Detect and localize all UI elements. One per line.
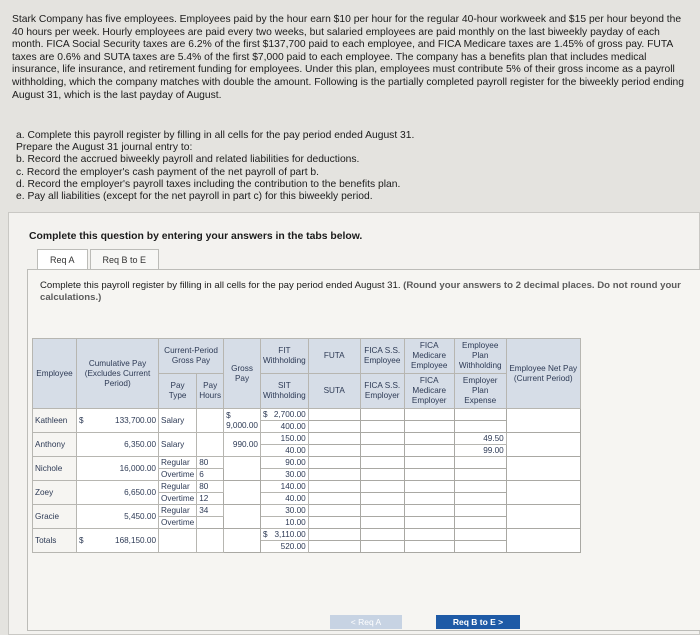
fit-kathleen — [260, 409, 308, 421]
pay-type-nichole-overtime: Overtime — [159, 469, 197, 481]
pay-hours-anthony — [197, 433, 224, 457]
gross-pay-anthony: 990.00 — [224, 433, 261, 457]
pay-hours-kathleen — [197, 409, 224, 433]
plan-expense-nichole-input[interactable] — [454, 469, 506, 481]
gross-pay-zoey-input[interactable] — [224, 481, 261, 505]
header-employee: Employee — [33, 339, 77, 409]
tab-req-b-to-e[interactable]: Req B to E — [90, 249, 160, 270]
tab-bar — [37, 249, 161, 269]
futa-nichole-input[interactable] — [308, 457, 360, 469]
header-current-gross-group: Current-Period Gross Pay — [159, 339, 224, 374]
fit-anthony: 150.00 — [260, 433, 308, 445]
dollar-sign: $ — [226, 410, 231, 420]
fica-medicare-employer-gracie-input[interactable] — [404, 517, 454, 529]
requirement-prepare: Prepare the August 31 journal entry to: — [16, 142, 193, 154]
cumulative-zoey: 6,650.00 — [77, 481, 159, 505]
problem-text: Stark Company has five employees. Employees paid by the hour earn $10 per hour for the regular 40-hour workweek and $15 per hour beyond the 40 hours per week. Hourly employees are paid every two weeks, but salaried employees are paid monthly on the last biweekly payday of each month. FICA Social Security taxes are 6.2% of the first $137,700 paid to each employee, and FICA Medicare taxes are 1.45% of gross pay. FUTA taxes are 0.6% and SUTA taxes are 5.4% of the first $7,000 paid to each employee. The company has a benefits plan that includes medical insurance, life insurance, and retirement funding for employees. Under this plan, employees must contribute 5% of their gross income as a payroll withholding, which the company matches with double the amount. Following is the partially completed payroll register for the biweekly period ending August 31, which is the last payday of August. — [12, 14, 684, 101]
fit-kathleen-value: 2,700.00 — [273, 409, 306, 419]
tabs-instruction: Complete this question by entering your answers in the tabs below. — [29, 231, 363, 242]
gross-pay-totals-input[interactable] — [224, 529, 261, 553]
fica-medicare-employer-totals-input[interactable] — [404, 541, 454, 553]
futa-gracie-input[interactable] — [308, 505, 360, 517]
requirement-a: a. Complete this payroll register by filling in all cells for the pay period ended August 31. — [16, 130, 415, 141]
pay-hours-gracie-overtime-input[interactable] — [197, 517, 224, 529]
dollar-sign: $ — [79, 535, 84, 545]
net-pay-nichole-input[interactable] — [506, 457, 580, 481]
pay-hours-nichole-regular: 80 — [197, 457, 224, 469]
dollar-sign: $ — [262, 529, 268, 539]
panel-instruction — [40, 280, 700, 303]
header-pay-hours: Pay Hours — [197, 374, 224, 409]
fica-medicare-employer-nichole-input[interactable] — [404, 469, 454, 481]
employee-name-totals: Totals — [33, 529, 77, 553]
plan-expense-gracie-input[interactable] — [454, 517, 506, 529]
header-futa: FUTA — [308, 339, 360, 374]
plan-expense-totals-input[interactable] — [454, 541, 506, 553]
plan-withholding-nichole-input[interactable] — [454, 457, 506, 469]
suta-kathleen-input[interactable] — [308, 421, 360, 433]
cumulative-nichole: 16,000.00 — [77, 457, 159, 481]
suta-nichole-input[interactable] — [308, 469, 360, 481]
cumulative-kathleen-value: 133,700.00 — [115, 415, 156, 425]
header-sit: SIT Withholding — [260, 374, 308, 409]
fit-nichole: 90.00 — [260, 457, 308, 469]
header-pay-type: Pay Type — [159, 374, 197, 409]
futa-kathleen-input[interactable] — [308, 409, 360, 421]
tab-req-a[interactable]: Req A — [37, 249, 88, 270]
plan-expense-zoey-input[interactable] — [454, 493, 506, 505]
fica-ss-employer-anthony-input[interactable] — [360, 445, 404, 457]
pay-type-nichole-regular: Regular — [159, 457, 197, 469]
fica-ss-employee-kathleen-input[interactable] — [360, 409, 404, 421]
gross-pay-nichole-input[interactable] — [224, 457, 261, 481]
plan-expense-anthony: 99.00 — [454, 445, 506, 457]
pay-type-totals — [159, 529, 197, 553]
plan-expense-kathleen-input[interactable] — [454, 421, 506, 433]
fica-medicare-employee-nichole-input[interactable] — [404, 457, 454, 469]
fit-totals-value: 3,110.00 — [274, 529, 306, 539]
employee-name-gracie: Gracie — [33, 505, 77, 529]
fica-medicare-employee-gracie-input[interactable] — [404, 505, 454, 517]
fica-medicare-employee-zoey-input[interactable] — [404, 481, 454, 493]
suta-zoey-input[interactable] — [308, 493, 360, 505]
employee-name-kathleen: Kathleen — [33, 409, 77, 433]
sit-kathleen: 400.00 — [260, 421, 308, 433]
header-employee-plan-withholding: Employee Plan Withholding — [454, 339, 506, 374]
header-fica-ss-employee: FICA S.S. Employee — [360, 339, 404, 374]
cumulative-kathleen — [77, 409, 159, 433]
net-pay-totals-input[interactable] — [506, 529, 580, 553]
question-card — [8, 212, 700, 635]
fica-medicare-employee-anthony-input[interactable] — [404, 433, 454, 445]
header-fit: FIT Withholding — [260, 339, 308, 374]
suta-totals-input[interactable] — [308, 541, 360, 553]
net-pay-gracie-input[interactable] — [506, 505, 580, 529]
cumulative-gracie: 5,450.00 — [77, 505, 159, 529]
net-pay-kathleen-input[interactable] — [506, 409, 580, 433]
fica-ss-employee-totals-input[interactable] — [360, 529, 404, 541]
pay-type-zoey-overtime: Overtime — [159, 493, 197, 505]
pay-type-zoey-regular: Regular — [159, 481, 197, 493]
fica-medicare-employer-anthony-input[interactable] — [404, 445, 454, 457]
sit-nichole: 30.00 — [260, 469, 308, 481]
fica-medicare-employer-zoey-input[interactable] — [404, 493, 454, 505]
header-gross-pay: Gross Pay — [224, 339, 261, 409]
gross-pay-kathleen — [224, 409, 261, 433]
suta-gracie-input[interactable] — [308, 517, 360, 529]
fica-ss-employer-kathleen-input[interactable] — [360, 421, 404, 433]
header-fica-medicare-employee: FICA Medicare Employee — [404, 339, 454, 374]
header-cumulative-pay: Cumulative Pay (Excludes Current Period) — [77, 339, 159, 409]
pay-hours-zoey-regular: 80 — [197, 481, 224, 493]
cumulative-anthony: 6,350.00 — [77, 433, 159, 457]
prev-req-a-button[interactable]: < Req A — [330, 615, 402, 629]
sit-zoey: 40.00 — [260, 493, 308, 505]
plan-withholding-zoey-input[interactable] — [454, 481, 506, 493]
next-req-b-to-e-button[interactable]: Req B to E > — [436, 615, 520, 629]
employee-name-anthony: Anthony — [33, 433, 77, 457]
sit-anthony: 40.00 — [260, 445, 308, 457]
employee-name-zoey: Zoey — [33, 481, 77, 505]
net-pay-zoey-input[interactable] — [506, 481, 580, 505]
requirement-b: b. Record the accrued biweekly payroll and related liabilities for deductions. — [16, 154, 360, 166]
sit-gracie: 10.00 — [260, 517, 308, 529]
fica-medicare-employer-kathleen-input[interactable] — [404, 421, 454, 433]
problem-statement — [12, 14, 688, 102]
gross-pay-kathleen-value: 9,000.00 — [226, 420, 258, 430]
pay-type-kathleen: Salary — [159, 409, 197, 433]
fica-ss-employee-anthony-input[interactable] — [360, 433, 404, 445]
requirement-c: c. Record the employer's cash payment of the net payroll of part b. — [16, 166, 320, 178]
pay-hours-zoey-overtime: 12 — [197, 493, 224, 505]
pay-hours-gracie-regular: 34 — [197, 505, 224, 517]
futa-zoey-input[interactable] — [308, 481, 360, 493]
fica-ss-employee-nichole-input[interactable] — [360, 457, 404, 469]
fica-ss-employer-totals-input[interactable] — [360, 541, 404, 553]
requirement-d: d. Record the employer's payroll taxes including the contribution to the benefits plan. — [16, 178, 401, 190]
fica-medicare-employee-totals-input[interactable] — [404, 529, 454, 541]
header-fica-medicare-employer: FICA Medicare Employer — [404, 374, 454, 409]
pay-hours-totals — [197, 529, 224, 553]
futa-totals-input[interactable] — [308, 529, 360, 541]
futa-anthony-input[interactable] — [308, 433, 360, 445]
pay-type-gracie-regular: Regular — [159, 505, 197, 517]
suta-anthony-input[interactable] — [308, 445, 360, 457]
plan-withholding-gracie-input[interactable] — [454, 505, 506, 517]
fit-totals — [260, 529, 308, 541]
pay-type-gracie-overtime: Overtime — [159, 517, 197, 529]
header-employee-net-pay: Employee Net Pay (Current Period) — [506, 339, 580, 409]
fit-gracie: 30.00 — [260, 505, 308, 517]
dollar-sign: $ — [79, 415, 84, 425]
plan-withholding-totals-input[interactable] — [454, 529, 506, 541]
dollar-sign: $ — [262, 409, 268, 419]
fica-ss-employer-nichole-input[interactable] — [360, 469, 404, 481]
fica-ss-employee-gracie-input[interactable] — [360, 505, 404, 517]
payroll-register-table — [32, 338, 639, 553]
requirements-list — [16, 130, 576, 203]
header-suta: SUTA — [308, 374, 360, 409]
panel-instruction-note: (Round your answers to 2 decimal places. Do not round your calculations.) — [40, 280, 681, 303]
requirement-e: e. Pay all liabilities (except for the net payroll in part c) for this biweekly period. — [16, 191, 373, 203]
header-fica-ss-employer: FICA S.S. Employer — [360, 374, 404, 409]
gross-pay-gracie-input[interactable] — [224, 505, 261, 529]
net-pay-anthony-input[interactable] — [506, 433, 580, 457]
cumulative-totals — [77, 529, 159, 553]
cumulative-totals-value: 168,150.00 — [115, 535, 156, 545]
fica-medicare-employee-kathleen-input[interactable] — [404, 409, 454, 421]
employee-name-nichole: Nichole — [33, 457, 77, 481]
header-employer-plan-expense: Employer Plan Expense — [454, 374, 506, 409]
panel-instruction-main: Complete this payroll register by filling in all cells for the pay period ended August 31. — [40, 280, 404, 291]
sit-totals: 520.00 — [260, 541, 308, 553]
fica-ss-employee-zoey-input[interactable] — [360, 481, 404, 493]
pay-type-anthony: Salary — [159, 433, 197, 457]
fit-zoey: 140.00 — [260, 481, 308, 493]
plan-withholding-kathleen-input[interactable] — [454, 409, 506, 421]
fica-ss-employer-zoey-input[interactable] — [360, 493, 404, 505]
pay-hours-nichole-overtime: 6 — [197, 469, 224, 481]
tab-panel — [27, 269, 700, 631]
plan-withholding-anthony: 49.50 — [454, 433, 506, 445]
fica-ss-employer-gracie-input[interactable] — [360, 517, 404, 529]
